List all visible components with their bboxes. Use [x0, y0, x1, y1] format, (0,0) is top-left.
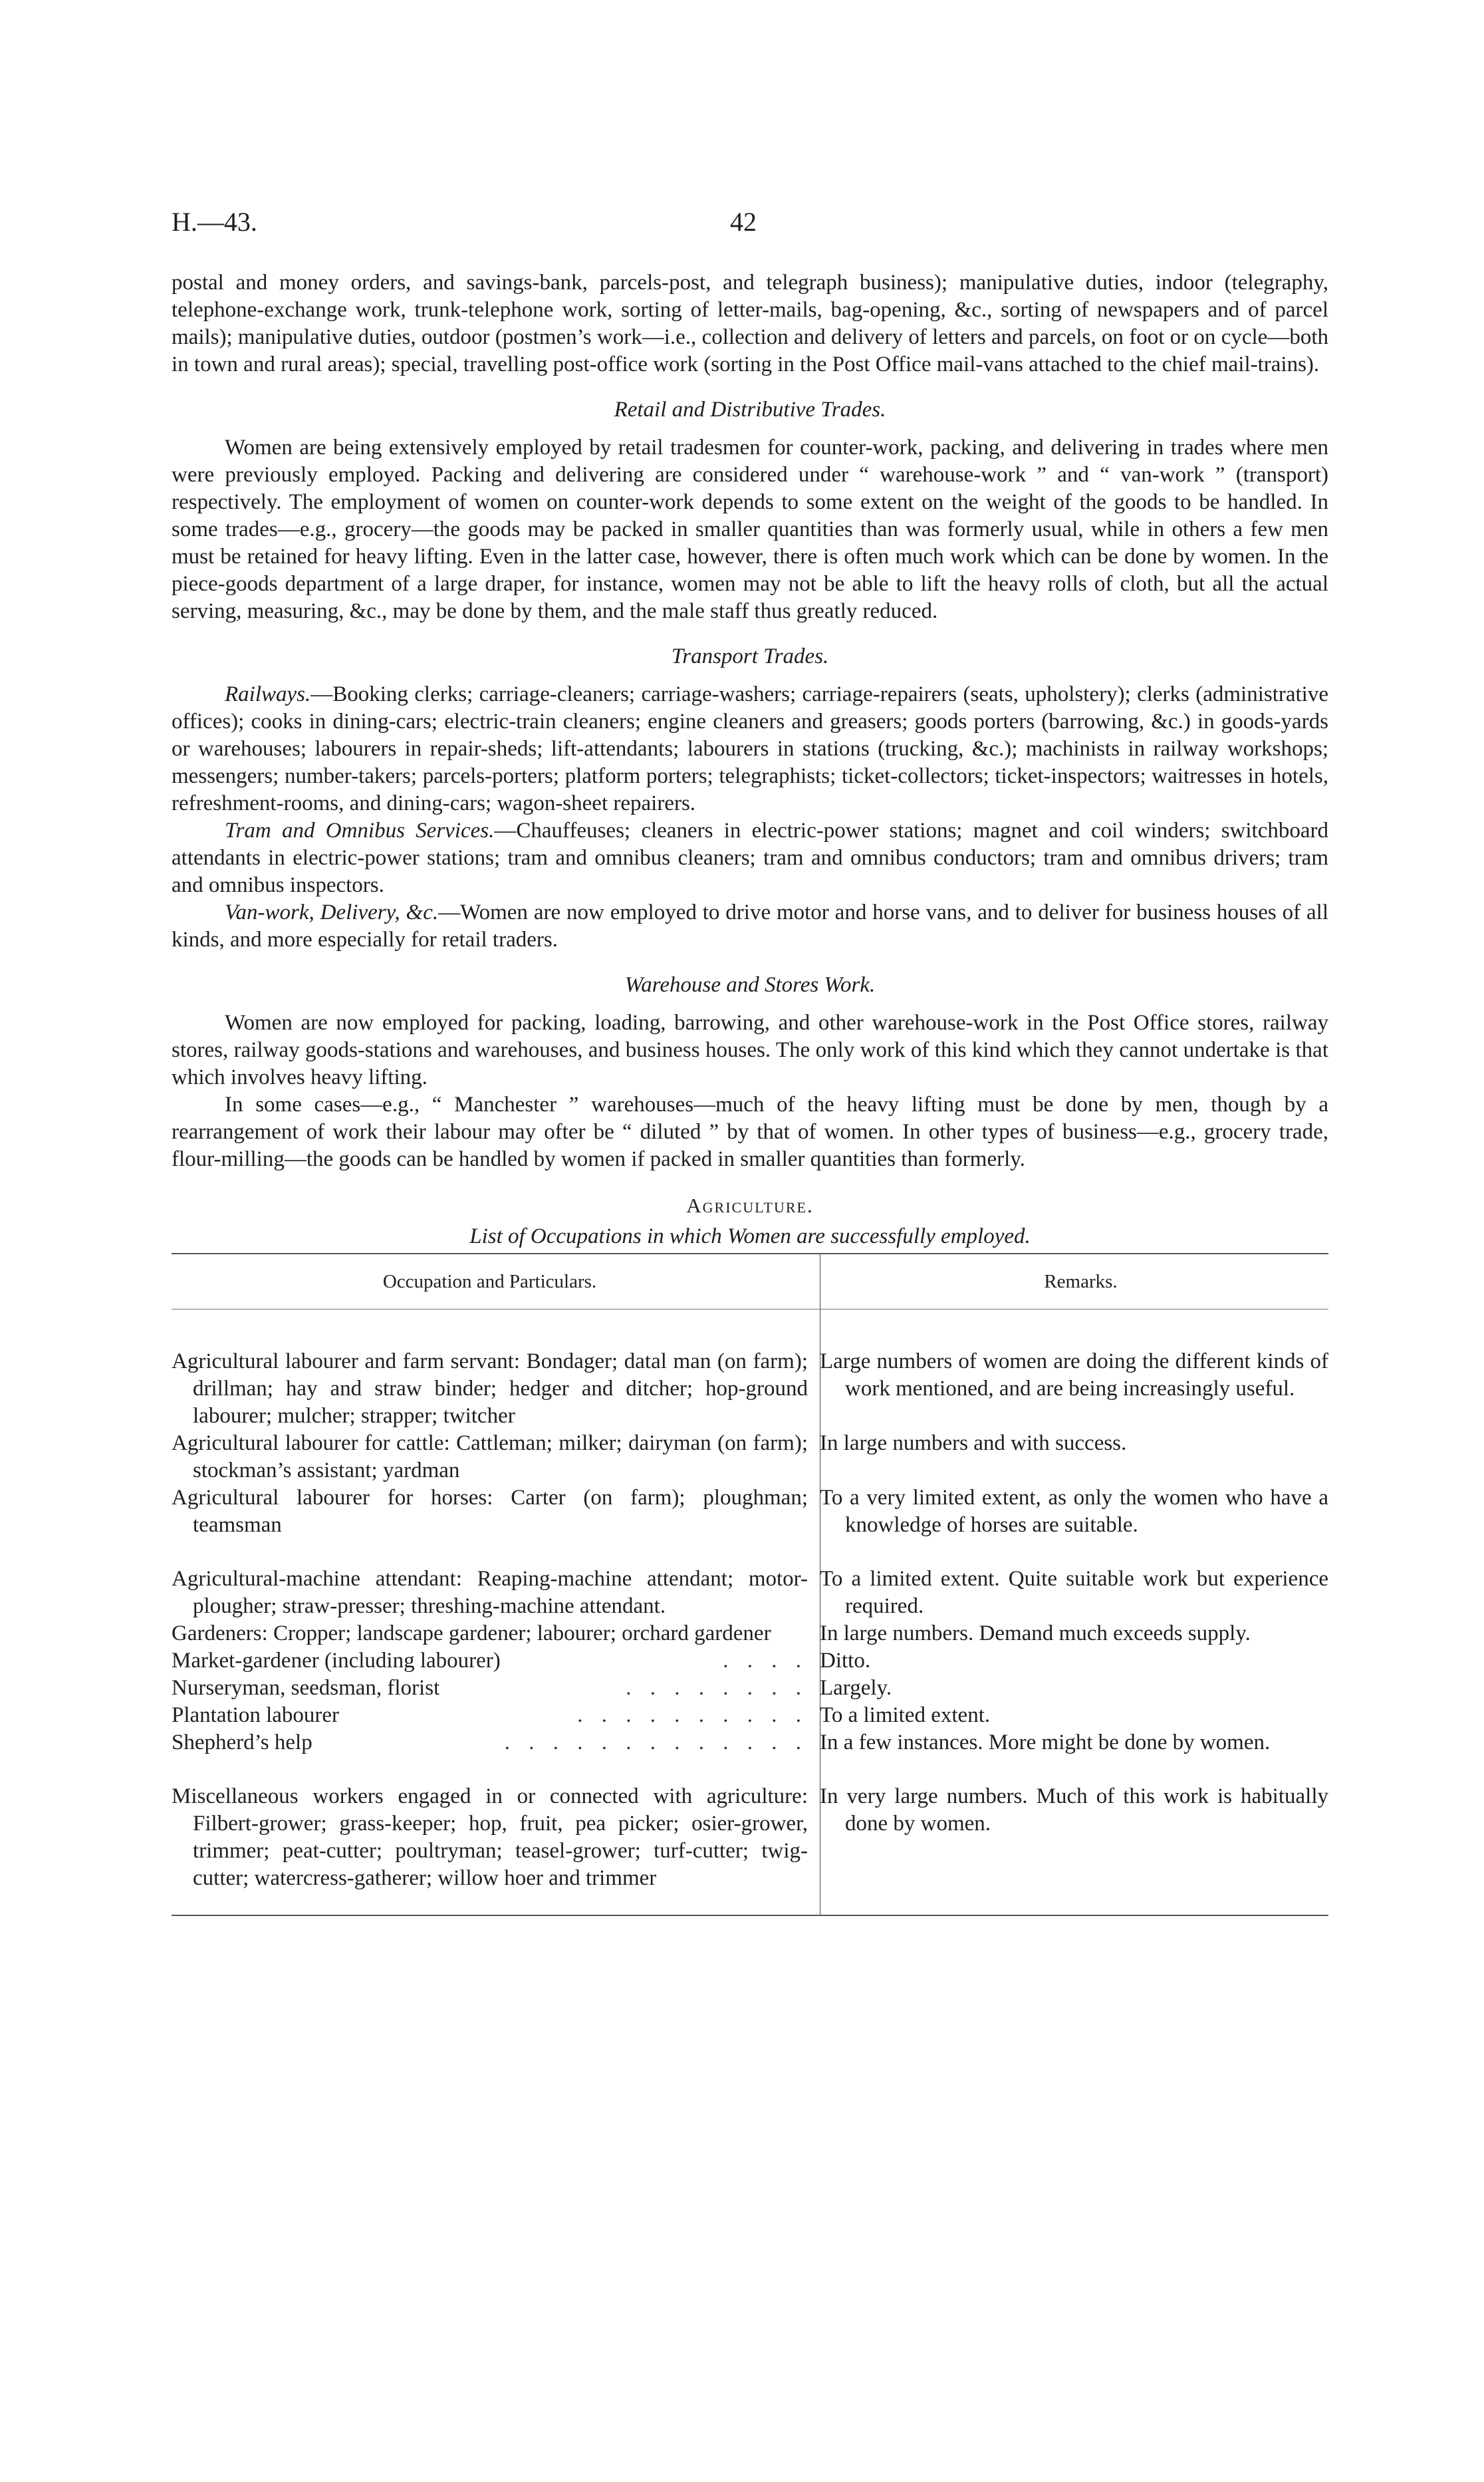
- table-header: [172, 1254, 1328, 1310]
- table-row: [172, 1430, 1328, 1484]
- remarks-cell: In a few instances. More might be done by women.: [820, 1730, 1271, 1754]
- agriculture-table-caption: List of Occupations in which Women are successfully employed.: [469, 1224, 1031, 1248]
- warehouse-paragraph-1: Women are now employed for packing, loading, barrowing, and other warehouse-work in the Post Office stores, railway stores, railway goods-stations and warehouses, and business houses. The only work of this kind which they cannot undertake is that which involves heavy lifting.: [172, 1011, 1328, 1089]
- remarks-cell: To a very limited extent, as only the women who have a knowledge of horses are suitable.: [820, 1486, 1328, 1537]
- occupation-cell: [172, 1647, 820, 1675]
- table-row: [172, 1647, 1328, 1675]
- occupation-cell: [172, 1702, 820, 1729]
- occupation-cell: Agricultural-machine attendant: Reaping-machine attendant; motor-plougher; straw-presser; threshing-machine attendant.: [172, 1567, 808, 1618]
- table-row: [172, 1620, 1328, 1647]
- table-row: [172, 1566, 1328, 1620]
- railways-label: Railways.: [225, 682, 311, 706]
- remarks-cell: To a limited extent.: [820, 1703, 991, 1727]
- table-row: [172, 1702, 1328, 1729]
- occupation-text: Plantation labourer: [172, 1703, 340, 1727]
- section-heading-agriculture: Agriculture.: [686, 1194, 814, 1217]
- tram-text: —Chauffeuses; cleaners in electric-power stations; magnet and coil winders; switchboard attendants in electric-power stations; tram and omnibus cleaners; tram and omnibus conductors; tram and omnibus drivers; tram and omnibus inspectors.: [172, 819, 1328, 897]
- warehouse-paragraph-2: In some cases—e.g., “ Manchester ” warehouses—much of the heavy lifting must be done by men, though by a rearrangement of work their labour may ofter be “ diluted ” by that of women. In other types of business—e.g., grocery trade, flour-milling—the goods can be handled by women if packed in smaller quantities than formerly.: [172, 1093, 1328, 1171]
- remarks-cell: Ditto.: [820, 1649, 871, 1673]
- occupation-cell: Agricultural labourer for cattle: Cattleman; milker; dairyman (on farm); stockman’s assistant; yardman: [172, 1431, 808, 1482]
- intro-paragraph: postal and money orders, and savings-bank, parcels-post, and telegraph business); manipulative duties, indoor (telegraphy, telephone-exchange work, trunk-telephone work, sorting of letter-mails, bag-opening, &c., sorting of newspapers and of parcel mails); manipulative duties, outdoor (postmen’s work—i.e., collection and delivery of letters and parcels, on foot or on cycle—both in town and rural areas); special, travelling post-office work (sorting in the Post Office mail-vans attached to the chief mail-trains).: [172, 271, 1328, 376]
- occupations-table: [172, 1253, 1328, 1916]
- table-row: [172, 1783, 1328, 1892]
- page-header: [172, 206, 1328, 246]
- leader-dots: . . . . . . . . . . . . .: [504, 1730, 808, 1754]
- table-body: [172, 1310, 1328, 1915]
- occupation-cell: Agricultural labourer and farm servant: Bondager; datal man (on farm); drillman; hay and straw binder; hedger and ditcher; hop-ground labourer; mulcher; strapper; twitcher: [172, 1349, 808, 1428]
- column-header-occupation: Occupation and Particulars.: [382, 1270, 597, 1292]
- page-body: [172, 269, 1328, 1916]
- leader-dots: . . . .: [723, 1649, 808, 1673]
- remarks-cell: In large numbers and with success.: [820, 1431, 1127, 1455]
- section-heading-warehouse: Warehouse and Stores Work.: [624, 973, 876, 997]
- remarks-cell: In large numbers. Demand much exceeds supply.: [820, 1621, 1251, 1645]
- tram-paragraph: [172, 817, 1328, 899]
- occupation-cell: [172, 1729, 820, 1756]
- retail-paragraph: Women are being extensively employed by retail tradesmen for counter-work, packing, and delivering in trades where men were previously employed. Packing and delivering are considered under “ warehouse-work ” and “ van-work ” (transport) respectively. The employment of women on counter-work depends to some extent on the weight of the goods to be handled. In some trades—e.g., grocery—the goods may be packed in smaller quantities than was formerly usual, while in others a few men must be retained for heavy lifting. Even in the latter case, however, there is often much work which can be done by women. In the piece-goods department of a large draper, for instance, women may not be able to lift the heavy rolls of cloth, but all the actual serving, measuring, &c., may be done by them, and the male staff thus greatly reduced.: [172, 436, 1328, 623]
- occupation-cell: Miscellaneous workers engaged in or connected with agriculture: Filbert-grower; grass-keeper; hop, fruit, pea picker; osier-grower, trimmer; peat-cutter; poultryman; teasel-grower; turf-cutter; twig-cutter; watercress-gatherer; willow hoer and trimmer: [172, 1784, 808, 1890]
- occupation-text: Market-gardener (including labourer): [172, 1649, 501, 1673]
- occupation-text: Shepherd’s help: [172, 1730, 312, 1754]
- remarks-cell: To a limited extent. Quite suitable work but experience required.: [820, 1567, 1328, 1618]
- document-id: H.—43.: [172, 207, 257, 237]
- tram-label: Tram and Omnibus Services.: [225, 819, 495, 843]
- van-label: Van-work, Delivery, &c.: [225, 900, 439, 924]
- railways-paragraph: [172, 681, 1328, 817]
- section-heading-transport: Transport Trades.: [671, 644, 829, 668]
- occupation-cell: Gardeners: Cropper; landscape gardener; labourer; orchard gardener: [172, 1621, 771, 1645]
- occupation-cell: [172, 1675, 820, 1702]
- page-number: 42: [730, 207, 757, 237]
- occupation-cell: Agricultural labourer for horses: Carter (on farm); ploughman; teamsman: [172, 1486, 808, 1537]
- remarks-cell: Largely.: [820, 1676, 892, 1700]
- leader-dots: . . . . . . . .: [626, 1676, 808, 1700]
- table-row: [172, 1484, 1328, 1539]
- section-heading-retail: Retail and Distributive Trades.: [614, 398, 886, 422]
- column-header-remarks: Remarks.: [1044, 1270, 1118, 1292]
- leader-dots: . . . . . . . . . .: [577, 1703, 808, 1727]
- van-paragraph: [172, 899, 1328, 954]
- van-text: —Women are now employed to drive motor and horse vans, and to deliver for business houses of all kinds, and more especially for retail traders.: [172, 900, 1328, 952]
- railways-text: —Booking clerks; carriage-cleaners; carriage-washers; carriage-repairers (seats, upholstery); clerks (administrative offices); cooks in dining-cars; electric-train cleaners; engine cleaners and greasers; goods porters (barrowing, &c.) in goods-yards or warehouses; labourers in repair-sheds; lift-attendants; labourers in stations (trucking, &c.); machinists in railway workshops; messengers; number-takers; parcels-porters; platform porters; telegraphists; ticket-collectors; ticket-inspectors; waitresses in hotels, refreshment-rooms, and dining-cars; wagon-sheet repairers.: [172, 682, 1328, 815]
- remarks-cell: Large numbers of women are doing the different kinds of work mentioned, and are being increasingly useful.: [820, 1349, 1328, 1401]
- occupation-text: Nurseryman, seedsman, florist: [172, 1676, 440, 1700]
- table-row: [172, 1348, 1328, 1430]
- table-row: [172, 1729, 1328, 1756]
- table-row: [172, 1675, 1328, 1702]
- remarks-cell: In very large numbers. Much of this work is habitually done by women.: [820, 1784, 1328, 1836]
